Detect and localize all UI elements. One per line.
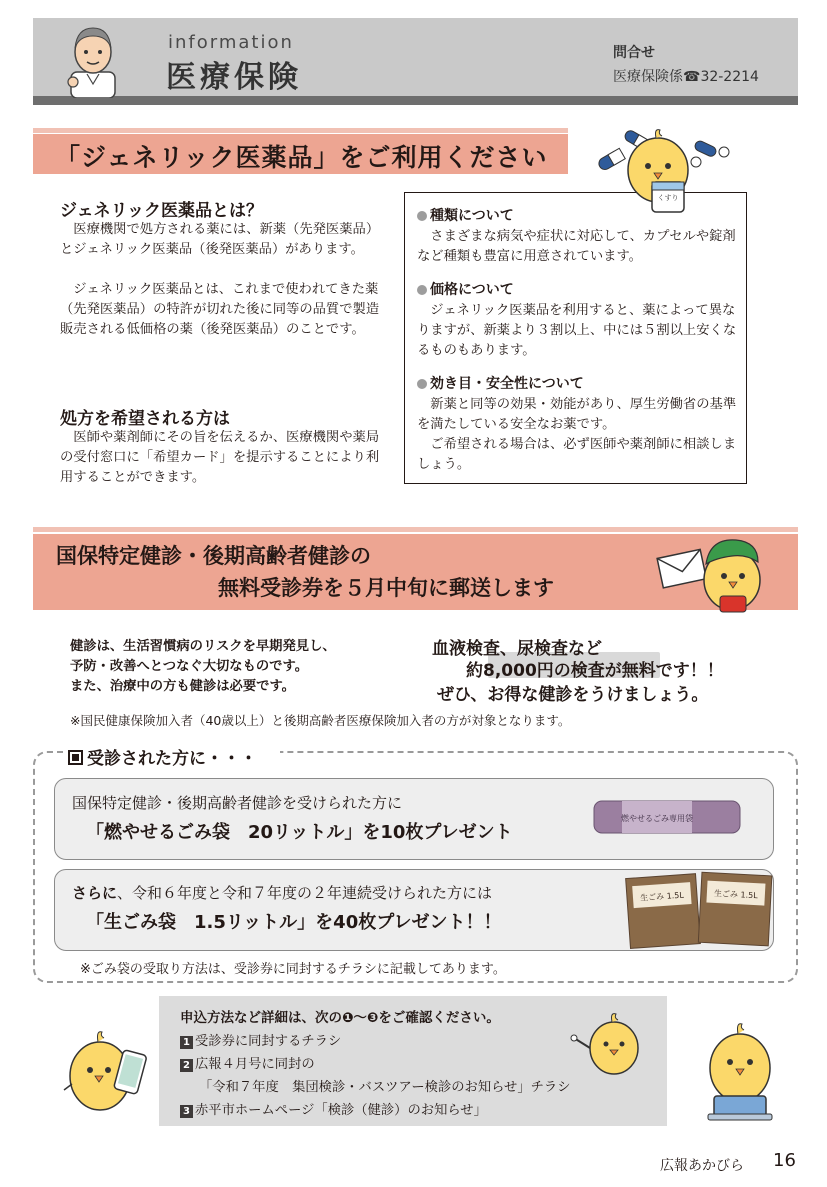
apply-item-3: 3 赤平市ホームページ「検診（健診）のお知らせ」 bbox=[180, 1099, 487, 1118]
present-card-1-line-1: 国保特定健診・後期高齢者健診を受けられた方に bbox=[72, 794, 403, 812]
present-card-2-line-2: 「生ごみ袋 1.5リットル」を40枚プレゼント！！ bbox=[86, 912, 502, 933]
chick-mail-icon bbox=[650, 530, 770, 615]
page-title: 医療保険 bbox=[166, 60, 302, 95]
contact-label: 問合せ bbox=[613, 45, 655, 61]
apply-item-2-detail: 「令和７年度 集団検診・バスツアー検診のお知らせ」チラシ bbox=[199, 1080, 571, 1095]
doctor-illustration-icon bbox=[63, 22, 123, 98]
price-paragraph: ジェネリック医薬品を利用すると、薬によって異なりますが、新薬より３割以上、中には５割以上安くなるものもあります。 bbox=[417, 303, 737, 358]
number-badge-icon: 1 bbox=[180, 1036, 193, 1049]
bullet-icon bbox=[417, 211, 427, 221]
kinds-paragraph: さまざまな病気や症状に対応して、カプセルや錠剤など種類も豊富に用意されています。 bbox=[417, 229, 736, 264]
exam-line-3: ぜひ、お得な健診をうけましょう。 bbox=[437, 685, 709, 705]
chick-smartphone-icon bbox=[60, 1018, 150, 1118]
generic-section-title: 「ジェネリック医薬品」をご利用ください bbox=[55, 143, 548, 172]
kenshin-title-line-1: 国保特定健診・後期高齢者健診の bbox=[56, 544, 371, 568]
number-badge-icon: 2 bbox=[180, 1059, 193, 1072]
prescription-heading: 処方を希望される方は bbox=[60, 409, 230, 429]
header-underbar bbox=[33, 96, 798, 105]
safety-paragraph-2: ご希望される場合は、必ず医師や薬剤師に相談しましょう。 bbox=[417, 437, 737, 472]
bag2-label-left: 生ごみ 1.5L bbox=[639, 890, 685, 903]
chick-pointing-icon bbox=[568, 1008, 648, 1078]
kenshin-title-line-2: 無料受診券を５月中旬に郵送します bbox=[218, 576, 554, 600]
bag2-label-right: 生ごみ 1.5L bbox=[713, 888, 758, 901]
exam-line-1: 血液検査、尿検査など bbox=[432, 639, 602, 659]
present-card-2-line-1: さらに、令和６年度と令和７年度の２年連続受けられた方には bbox=[72, 884, 493, 902]
target-note: ※国民健康保険加入者（40歳以上）と後期高齢者医療保険加入者の方が対象となります。 bbox=[70, 713, 571, 728]
bullet-icon bbox=[417, 379, 427, 389]
footer-page-number: 16 bbox=[773, 1150, 796, 1171]
present-box-label: 受診された方に・・・ bbox=[68, 744, 257, 769]
footer-publication: 広報あかびら bbox=[660, 1158, 744, 1174]
kinds-heading: 種類について bbox=[417, 205, 739, 225]
bullet-icon bbox=[417, 285, 427, 295]
chick-medicine-icon bbox=[596, 120, 756, 220]
square-bullet-icon bbox=[68, 750, 83, 765]
apply-item-1: 1 受診券に同封するチラシ bbox=[180, 1030, 341, 1049]
apply-item-2: 2 広報４月号に同封の bbox=[180, 1053, 315, 1072]
present-card-1-line-2: 「燃やせるごみ袋 20リットル」を10枚プレゼント bbox=[86, 822, 513, 843]
safety-heading: 効き目・安全性について bbox=[417, 373, 739, 393]
garbage-bag-roll-icon bbox=[592, 797, 742, 837]
number-badge-icon: 3 bbox=[180, 1105, 193, 1118]
generic-what-paragraph-2: ジェネリック医薬品とは、これまで使われてきた薬（先発医薬品）の特許が切れた後に同等の品質で製造販売される低価格の薬（後発医薬品）のことです。 bbox=[60, 282, 380, 337]
section-band-top bbox=[33, 128, 568, 133]
header-banner bbox=[33, 18, 798, 98]
medicine-label: くすり bbox=[657, 194, 679, 202]
generic-what-paragraph-1: 医療機関で処方される薬には、新薬（先発医薬品）とジェネリック医薬品（後発医薬品）があります。 bbox=[60, 222, 380, 257]
bag1-label: 燃やせるごみ専用袋 bbox=[621, 814, 693, 823]
raw-garbage-bag-pack-icon bbox=[624, 866, 774, 956]
generic-info-box bbox=[404, 192, 747, 484]
price-heading: 価格について bbox=[417, 279, 739, 299]
apply-heading: 申込方法など詳細は、次の❶～❸をご確認ください。 bbox=[180, 1010, 500, 1026]
contact-phone: 医療保険係☎32-2214 bbox=[613, 69, 759, 85]
exam-line-2: 約8,000円の検査が無料です！！ bbox=[466, 661, 724, 681]
safety-paragraph-1: 新薬と同等の効果・効能があり、厚生労働省の基準を満たしている安全なお薬です。 bbox=[417, 397, 737, 432]
info-label: information bbox=[168, 32, 294, 53]
generic-what-heading: ジェネリック医薬品とは？ bbox=[60, 201, 263, 221]
bag-note: ※ごみ袋の受取り方法は、受診券に同封するチラシに記載してあります。 bbox=[80, 962, 506, 977]
prescription-paragraph: 医師や薬剤師にその旨を伝えるか、医療機関や薬局の受付窓口に「希望カード」を提示することにより利用することができます。 bbox=[60, 430, 380, 485]
kenshin-intro: 健診は、生活習慣病のリスクを早期発見し、 予防・改善へとつなぐ大切なものです。 また、治療中の方も健診は必要です。 bbox=[70, 639, 336, 694]
chick-laptop-icon bbox=[700, 1018, 780, 1124]
